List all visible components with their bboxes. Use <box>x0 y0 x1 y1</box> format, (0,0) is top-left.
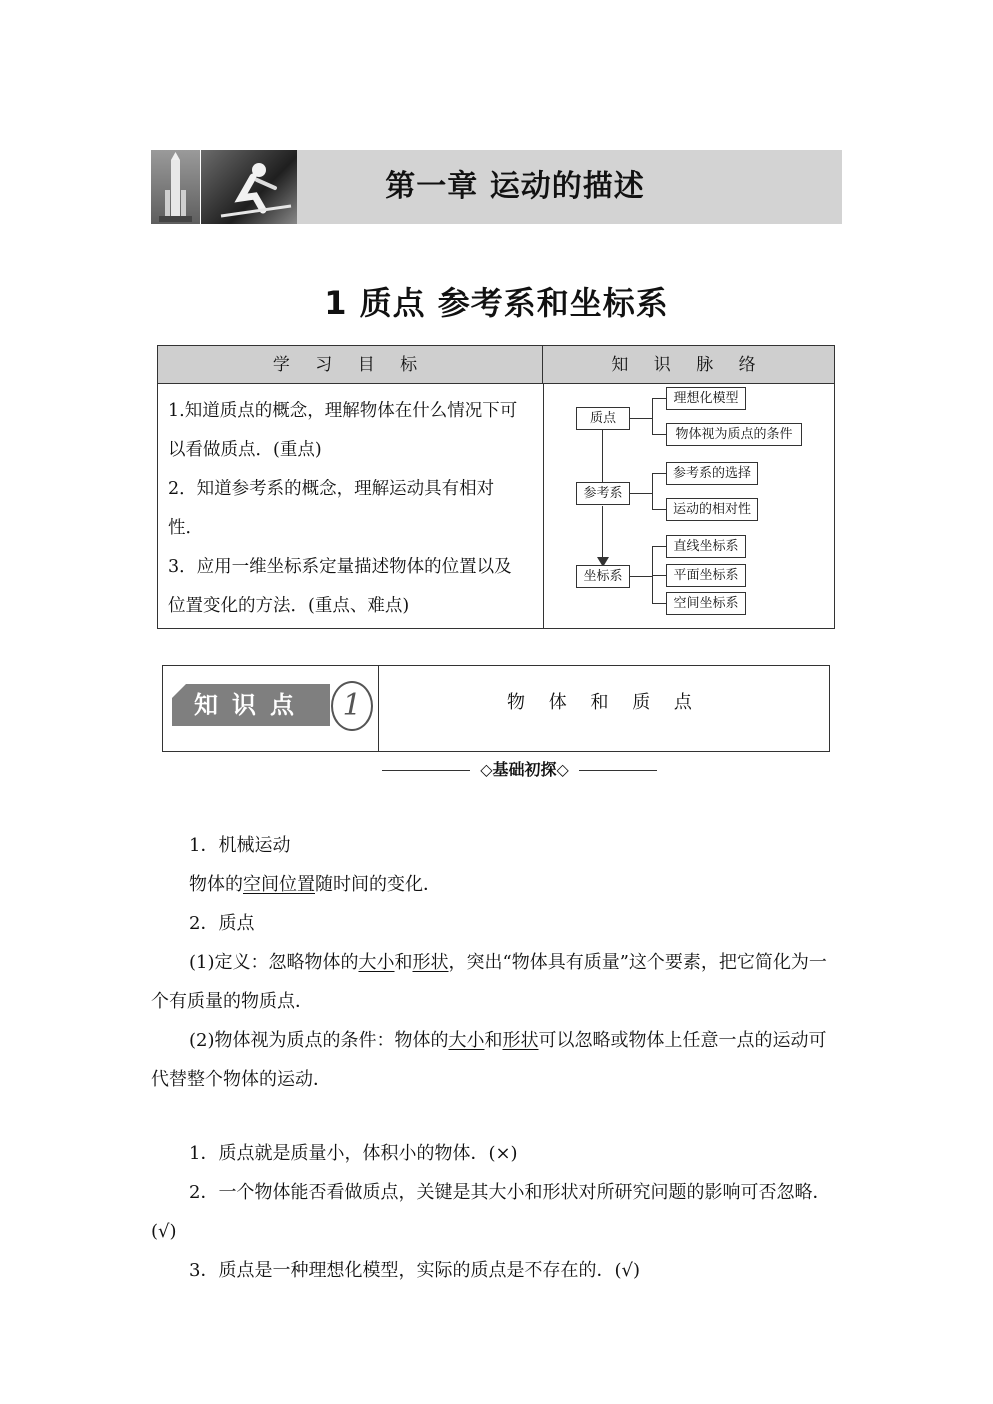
map-node-tiaojian: 物体视为质点的条件 <box>666 423 802 446</box>
definition-paragraph: (1)定义：忽略物体的大小和形状，突出“物体具有质量”这个要素，把它简化为一个有质量的物质点． <box>151 952 827 1012</box>
learning-goals <box>168 392 528 626</box>
item2-heading: 2．质点 <box>189 913 255 934</box>
knowledge-map-header: 知 识 脉 络 <box>543 346 834 384</box>
map-node-xiangduixing: 运动的相对性 <box>666 498 758 521</box>
knowledge-point-title: 物 体 和 质 点 <box>507 692 701 713</box>
map-node-kongjian: 空间坐标系 <box>666 592 746 615</box>
item1-text: 物体的空间位置随时间的变化． <box>189 874 441 895</box>
rocket-image <box>151 150 202 224</box>
map-node-lixianghua: 理想化模型 <box>666 387 746 410</box>
judgement-3: 3．质点是一种理想化模型，实际的质点是不存在的．(√) <box>189 1260 640 1281</box>
skier-icon <box>201 150 297 224</box>
goal-item: 3．应用一维坐标系定量描述物体的位置以及位置变化的方法．(重点、难点) <box>168 557 512 616</box>
basic-exploration-subheading: ◇基础初探◇ <box>382 759 657 781</box>
judgement-2: 2．一个物体能否看做质点，关键是其大小和形状对所研究问题的影响可否忽略．(√) <box>151 1182 831 1242</box>
map-node-cankaoxi: 参考系 <box>576 482 630 505</box>
skier-image <box>201 150 297 224</box>
section-title: 1 质点 参考系和坐标系 <box>324 284 669 322</box>
knowledge-point-label-cell <box>163 666 379 751</box>
goal-item: 1.知道质点的概念，理解物体在什么情况下可以看做质点．(重点) <box>168 401 518 460</box>
learning-goals-header: 学 习 目 标 <box>158 346 543 384</box>
knowledge-point-header <box>162 665 830 752</box>
map-node-zhidian: 质点 <box>576 407 630 430</box>
map-node-zhixian: 直线坐标系 <box>666 535 746 558</box>
knowledge-point-number: 1 <box>331 681 373 731</box>
objectives-table <box>157 345 835 629</box>
table-divider <box>543 384 544 628</box>
item1-heading: 1．机械运动 <box>189 835 291 856</box>
rocket-icon <box>151 150 200 224</box>
chapter-title: 第一章 运动的描述 <box>385 169 645 204</box>
map-node-zuobiaoxi: 坐标系 <box>576 565 630 588</box>
goal-item: 2．知道参考系的概念，理解运动具有相对性． <box>168 479 495 538</box>
map-node-pingmian: 平面坐标系 <box>666 564 746 587</box>
knowledge-point-badge-text: 知识点 <box>194 691 308 719</box>
judgement-1: 1．质点就是质量小，体积小的物体．(×) <box>189 1143 518 1164</box>
map-node-xuanze: 参考系的选择 <box>666 462 758 485</box>
condition-paragraph: (2)物体视为质点的条件：物体的大小和形状可以忽略或物体上任意一点的运动可代替整个物体的运动． <box>151 1030 827 1090</box>
